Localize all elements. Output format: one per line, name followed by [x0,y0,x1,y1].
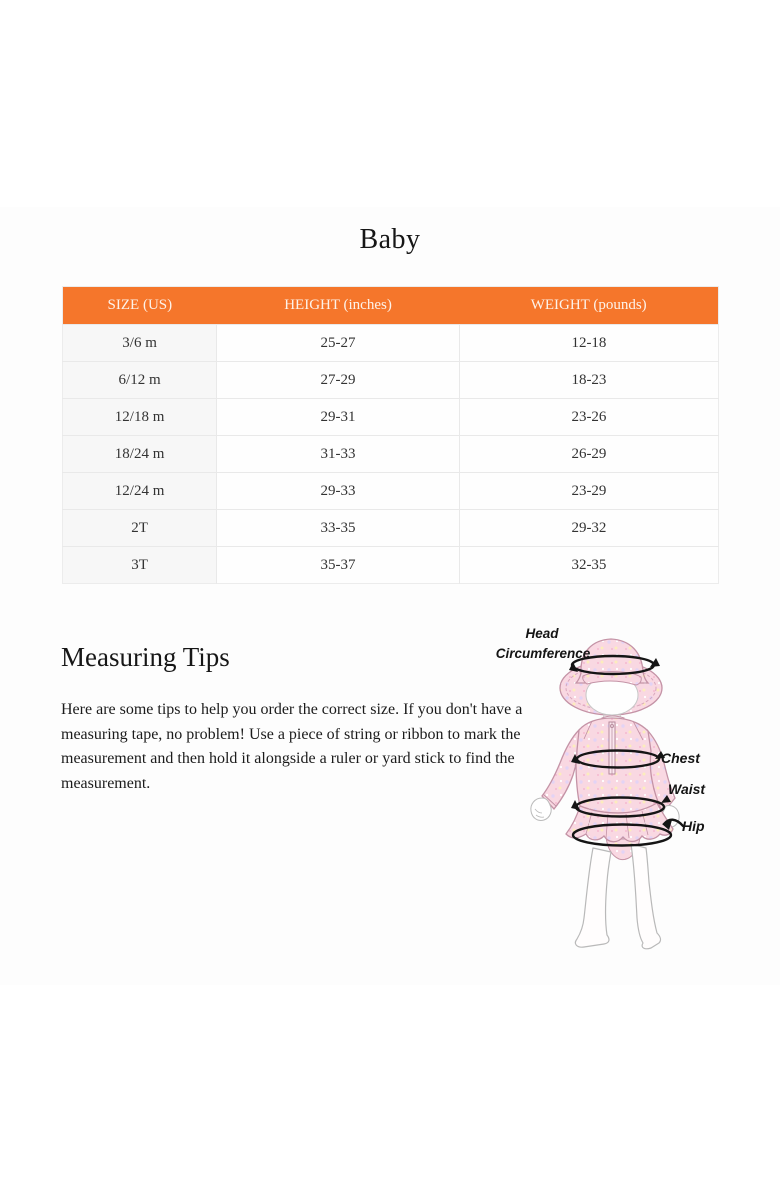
table-row [63,399,719,436]
legs [575,844,660,949]
page-title: Baby [359,224,421,255]
measurement-figure [480,610,740,970]
table-cell: 3/6 m [63,325,217,362]
table-row [63,510,719,547]
table-cell: 25-27 [217,325,460,362]
size-chart-header [63,287,719,325]
table-cell: 2T [63,510,217,547]
table-cell: 32-35 [459,547,718,584]
table-cell: 23-26 [459,399,718,436]
table-cell: 29-31 [217,399,460,436]
table-cell: 23-29 [459,473,718,510]
size-chart-table [62,286,719,584]
table-row [63,325,719,362]
measuring-tips-heading: Measuring Tips [61,642,230,672]
table-cell: 29-32 [459,510,718,547]
table-row [63,473,719,510]
chest-label: Chest [661,750,700,766]
table-row [63,547,719,584]
table-cell: 27-29 [217,362,460,399]
table-row [63,436,719,473]
column-header-size: SIZE (US) [63,287,217,325]
head-circumference-label-line2: Circumference [495,646,591,661]
head-circumference-label-line1: Head [525,626,559,641]
table-cell: 26-29 [459,436,718,473]
size-table-body [63,325,719,584]
hip-label: Hip [682,818,705,834]
table-cell: 33-35 [217,510,460,547]
waist-label: Waist [668,781,706,797]
table-cell: 3T [63,547,217,584]
table-cell: 6/12 m [63,362,217,399]
table-cell: 35-37 [217,547,460,584]
column-header-height: HEIGHT (inches) [217,287,460,325]
table-cell: 29-33 [217,473,460,510]
table-cell: 12/18 m [63,399,217,436]
table-cell: 18-23 [459,362,718,399]
table-cell: 31-33 [217,436,460,473]
table-cell: 12-18 [459,325,718,362]
column-header-weight: WEIGHT (pounds) [459,287,718,325]
table-cell: 12/24 m [63,473,217,510]
table-cell: 18/24 m [63,436,217,473]
measuring-tips-text: Here are some tips to help you order the correct size. If you don't have a measuring tape, no problem! Use a piece of string or ribbon to mark the measurement and then hold it alongside a ruler or yard stick to find the measurement. [61,701,523,792]
table-row [63,362,719,399]
baby-illustration [480,610,740,970]
header-row [63,287,719,325]
